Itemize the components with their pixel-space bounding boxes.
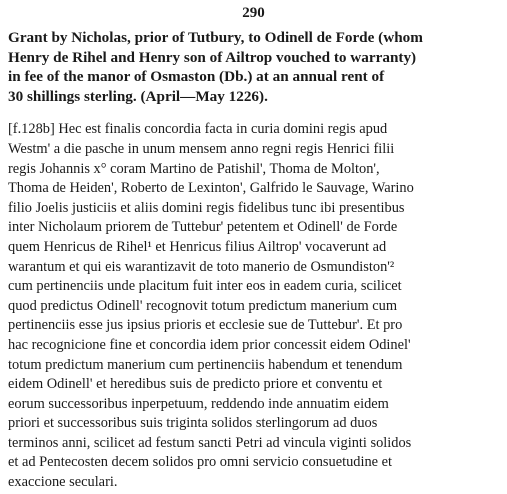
body-line: priori et successoribus suis triginta solidos sterlingorum ad duos <box>8 415 378 432</box>
body-line: filio Joelis justiciis et aliis domini regis fidelibus tunc ibi presentibus <box>8 199 405 216</box>
page-number: 290 <box>242 5 265 21</box>
body-line: Thoma de Heiden', Roberto de Lexinton', Galfrido le Sauvage, Warino <box>8 180 414 197</box>
body-line: quod predictus Odinell' recognovit totum predictum manerium cum <box>8 297 398 314</box>
heading-line: in fee of the manor of Osmaston (Db.) at an annual rent of <box>8 68 385 86</box>
body-line: Westm' a die pasche in unum mensem anno regni regis Henrici filii <box>8 140 395 157</box>
document-heading <box>8 28 499 106</box>
body-line: cum pertinenciis unde placitum fuit inter eos in eadem curia, scilicet <box>8 278 402 295</box>
body-line: pertinenciis esse jus ipsius prioris et ecclesie sue de Tuttebur'. Et pro <box>8 317 403 334</box>
body-line: regis Johannis x° coram Martino de Patishil', Thoma de Molton', <box>8 160 380 177</box>
body-line: hac recognicione fine et concordia idem prior concessit eidem Odinel' <box>8 336 411 353</box>
body-line: warantum et qui eis warantizavit de toto manerio de Osmundiston'² <box>8 258 395 275</box>
body-line: totum predictum manerium cum pertinenciis habendum et tenendum <box>8 356 403 373</box>
body-line: eidem Odinell' et heredibus suis de predicto priore et conventu et <box>8 376 383 393</box>
heading-line: Henry de Rihel and Henry son of Ailtrop vouched to warranty) <box>8 48 417 66</box>
body-line: inter Nicholaum priorem de Tuttebur' petentem et Odinell' de Forde <box>8 219 398 236</box>
body-line: et ad Pentecosten decem solidos pro omni servicio consuetudine et <box>8 454 393 471</box>
body-line: [f.128b] Hec est finalis concordia facta in curia domini regis apud <box>8 121 388 138</box>
heading-line: Grant by Nicholas, prior of Tutbury, to Odinell de Forde (whom <box>8 29 423 46</box>
document-body-text <box>8 120 499 492</box>
body-line: quem Henricus de Rihel¹ et Henricus filius Ailtrop' vocaverunt ad <box>8 238 387 255</box>
body-line: exaccione seculari. <box>8 474 118 491</box>
body-line: terminos anni, scilicet ad festum sancti Petri ad vincula viginti solidos <box>8 434 412 451</box>
body-line: eorum successoribus inperpetuum, reddendo inde annuatim eidem <box>8 395 389 412</box>
heading-line: 30 shillings sterling. (April—May 1226). <box>8 87 268 105</box>
